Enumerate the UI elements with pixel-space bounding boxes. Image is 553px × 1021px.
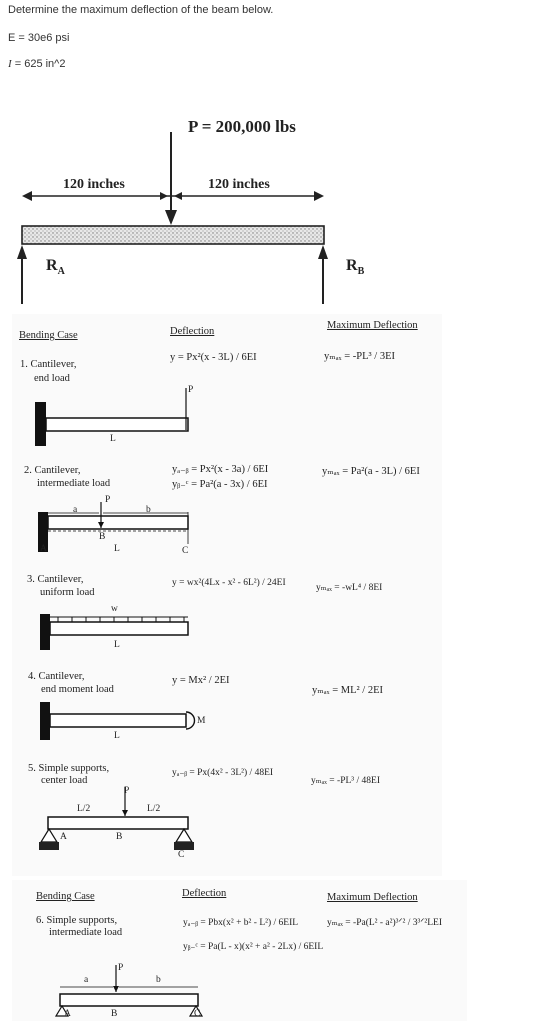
case-6-title: 6. Simple supports, <box>36 915 118 926</box>
case-2-label-c-point: C <box>182 546 189 556</box>
case-6-label-b-point: B <box>111 1009 118 1019</box>
case-4-label-m: M <box>197 716 206 726</box>
case-3-label-w: w <box>111 604 118 614</box>
case-3-subtitle: uniform load <box>40 587 95 598</box>
case-4-deflection: y = Mx² / 2EI <box>172 675 230 686</box>
case-5-subtitle: center load <box>41 775 88 786</box>
case-2-label-a-point: A <box>40 544 47 554</box>
case-1-subtitle: end load <box>34 373 70 384</box>
case-2-label-b-point: B <box>99 532 106 542</box>
case-6-subtitle: intermediate load <box>49 927 123 938</box>
case-6-label-b: b <box>156 975 161 985</box>
case-2-label-l: L <box>114 544 120 554</box>
case-2-label-b: b <box>146 505 151 515</box>
case-6-label-p: P <box>118 963 124 973</box>
case-4-label-l: L <box>114 731 120 741</box>
case-5-max: yₘₐₓ = -PL³ / 48EI <box>311 776 380 786</box>
table1-header-case: Bending Case <box>19 330 78 341</box>
case-6-deflection-bc: yᵦ₋ᶜ = Pa(L - x)(x² + a² - 2Lx) / 6EIL <box>183 942 324 952</box>
case-2-label-a: a <box>73 505 78 515</box>
table1-header-deflection: Deflection <box>170 326 215 337</box>
case-5-label-p: P <box>124 786 130 796</box>
case-5-label-a-point: A <box>60 832 67 842</box>
case-5-label-b-point: B <box>116 832 123 842</box>
case-4-subtitle: end moment load <box>41 684 114 695</box>
case-6-label-c-point: C <box>194 1009 201 1019</box>
case-3-title: 3. Cantilever, <box>27 574 84 585</box>
case-5-title: 5. Simple supports, <box>28 763 110 774</box>
left-reaction-label: $R_A$ <box>46 257 65 278</box>
table2-header-max: Maximum Deflection <box>327 892 418 903</box>
case-3-deflection: y = wx²(4Lx - x² - 6L²) / 24EI <box>172 578 286 588</box>
case-2-label-p: P <box>105 495 111 505</box>
case-6-label-a-point: A <box>64 1009 71 1019</box>
case-2-deflection-bc: yᵦ₋ᶜ = Pa²(a - 3x) / 6EI <box>172 479 268 490</box>
table2-header-deflection: Deflection <box>182 888 227 899</box>
case-3-label-l: L <box>114 640 120 650</box>
inertia-value: I = 625 in^2 <box>8 58 66 70</box>
case-3-max: yₘₐₓ = -wL⁴ / 8EI <box>316 583 383 593</box>
case-6-label-a: a <box>84 975 89 985</box>
load-label: P = 200,000 lbs <box>188 117 296 136</box>
right-span-label: 120 inches <box>208 177 270 192</box>
table1-header-max: Maximum Deflection <box>327 320 418 331</box>
case-1-title: 1. Cantilever, <box>20 359 77 370</box>
case-4-title: 4. Cantilever, <box>28 671 85 682</box>
case-5-label-c-point: C <box>178 850 185 860</box>
question-prompt: Determine the maximum deflection of the beam below. <box>8 4 274 16</box>
case-1-deflection: y = Px²(x - 3L) / 6EI <box>170 352 257 363</box>
modulus-value: E = 30e6 psi <box>8 32 70 44</box>
case-6-max: yₘₐₓ = -Pa(L² - a²)³ᐟ² / 3³ᐟ²LEI <box>327 918 443 928</box>
right-reaction-label: $R_B$ <box>346 257 365 278</box>
left-span-label: 120 inches <box>63 177 125 192</box>
case-2-max: yₘₐₓ = Pa²(a - 3L) / 6EI <box>322 466 420 477</box>
case-4-max: yₘₐₓ = ML² / 2EI <box>312 685 384 696</box>
case-2-subtitle: intermediate load <box>37 478 111 489</box>
case-1-label-p: P <box>188 385 194 395</box>
table2-header-case: Bending Case <box>36 891 95 902</box>
case-2-deflection-ab: yₐ₋ᵦ = Px²(x - 3a) / 6EI <box>172 464 269 475</box>
case-2-title: 2. Cantilever, <box>24 465 81 476</box>
case-1-label-l: L <box>110 434 116 444</box>
case-1-max: yₘₐₓ = -PL³ / 3EI <box>324 351 396 362</box>
case-5-deflection: yₐ₋ᵦ = Px(4x² - 3L²) / 48EI <box>172 768 274 778</box>
case-5-label-l2-right: L/2 <box>147 804 161 814</box>
case-6-deflection-ab: yₐ₋ᵦ = Pbx(x² + b² - L²) / 6EIL <box>183 918 299 928</box>
case-5-label-l2-left: L/2 <box>77 804 91 814</box>
